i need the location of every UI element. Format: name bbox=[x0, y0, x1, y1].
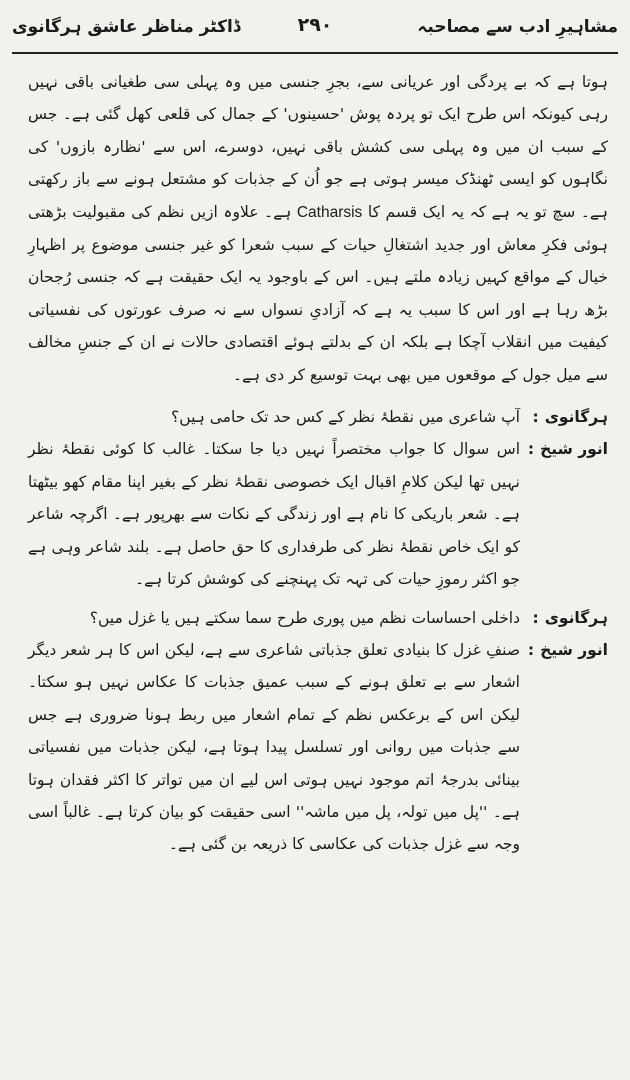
page-body bbox=[28, 66, 608, 861]
question-2 bbox=[28, 602, 608, 634]
paragraph-1 bbox=[28, 66, 608, 391]
speaker-label: انور شیخ bbox=[540, 440, 608, 459]
speaker-anwar-shaikh-2 bbox=[520, 634, 608, 666]
answer-2 bbox=[28, 634, 608, 861]
question-1-text: آپ شاعری میں نقطۂ نظر کے کس حد تک حامی ہیں؟ bbox=[171, 408, 520, 427]
answer-1 bbox=[28, 433, 608, 595]
page-number: ۲۹۰ bbox=[297, 14, 333, 36]
header-rule bbox=[12, 52, 618, 54]
speaker-colon: : bbox=[527, 440, 535, 459]
paragraph-1-continuation: ہے۔ علاوہ ازیں نظم کی مقبولیت بڑھتی ہوئی فکرِ معاش اور جدید اشتغالِ حیات کے سبب شعرا کو غیر جنسی موضوع پر اظہارِ خیال کے مواقع کہیں زیادہ ملتے ہیں۔ اس کے باوجود یہ ایک حقیقت ہے کہ جنسی رُجحان بڑھ رہا ہے اور اس کا سبب یہ ہے کہ آزادیِ نسواں سے نہ صرف عورتوں کی نفسیاتی کیفیت میں انقلاب آچکا ہے بلکہ ان کے بدلتے ہوئے اقتصادی حالات نے ان کے جنسِ مخالف سے میل جول کے موقعوں میں بھی بہت توسیع کر دی ہے۔ bbox=[28, 202, 608, 384]
running-header bbox=[12, 10, 618, 50]
answer-2-text: صنفِ غزل کا بنیادی تعلق جذباتی شاعری سے ہے، لیکن اس کا ہر شعر دیگر اشعار سے بے تعلق ہونے کے سبب عمیق جذبات کا عکاس نہیں ہو سکتا۔ لیکن اس کے برعکس نظم کے تمام اشعار میں ربط ہونا ضروری ہے جس سے جذبات میں روانی اور تسلسل پیدا ہوتا ہے، لیکن جذبات میں نفسیاتی بینائی بدرجۂ اتم موجود نہیں ہوتی اس لیے ان میں تواتر کا اکثر فقدان ہوتا ہے۔ ''پل میں تولہ، پل میں ماشہ'' اسی حقیقت کو بیان کرتا ہے۔ غالباً اسی وجہ سے غزل جذبات کی عکاسی کا ذریعہ بن گئی ہے۔ bbox=[28, 640, 520, 854]
speaker-harganvi-2 bbox=[520, 602, 608, 634]
question-1 bbox=[28, 401, 608, 433]
speaker-colon: : bbox=[532, 408, 539, 427]
question-2-text: داخلی احساسات نظم میں پوری طرح سما سکتے ہیں یا غزل میں؟ bbox=[89, 608, 520, 627]
speaker-label: انور شیخ bbox=[540, 640, 608, 659]
speaker-label: ہرگانوی bbox=[544, 408, 608, 427]
speaker-harganvi-1 bbox=[520, 401, 608, 433]
speaker-label: ہرگانوی bbox=[544, 608, 608, 627]
book-title: مشاہیرِ ادب سے مصاحبہ bbox=[417, 17, 618, 37]
paragraph-1-text: ہوتا ہے کہ بے پردگی اور عریانی سے، بجرِ جنسی میں وہ پہلی سی طغیانی باقی نہیں رہی کیونکہ اس طرح ایک تو پردہ پوش 'حسینوں' کے جمال کی قلعی کھل گئی ہے۔ جس کے سبب ان میں وہ پہلی سی کشش باقی نہیں، دوسرے، اس سے 'نظارہ بازوں' کی نگاہوں کو ایسی ٹھنڈک میسر ہوتی ہے جو اُن کے جذبات کو مشتعل ہونے سے باز رکھتی ہے۔ سچ تو یہ ہے کہ یہ ایک قسم کا bbox=[28, 73, 608, 221]
author-name: ڈاکٹر مناظر عاشق ہرگانوی bbox=[12, 17, 241, 37]
catharsis-term: Catharsis bbox=[296, 203, 363, 221]
answer-1-text: اس سوال کا جواب مختصراً نہیں دیا جا سکتا۔ غالب کا کوئی نقطۂ نظر نہیں تھا لیکن کلامِ اقبال ایک خصوصی نقطۂ نظر کے بغیر اپنا مقام کھو بیٹھتا ہے۔ شعر باریکی کا نام ہے اور زندگی کے نکات سے بھرپور ہے۔ اگرچہ شاعر کو ایک خاص نقطۂ نظر کی طرفداری کا حق حاصل ہے۔ بلند شاعر وہی ہے جو اکثر رموزِ حیات کی تہہ تک پہنچنے کی کوشش کرتا ہے۔ bbox=[28, 440, 520, 589]
speaker-colon: : bbox=[527, 640, 535, 659]
speaker-colon: : bbox=[532, 608, 539, 627]
speaker-anwar-shaikh-1 bbox=[520, 433, 608, 465]
